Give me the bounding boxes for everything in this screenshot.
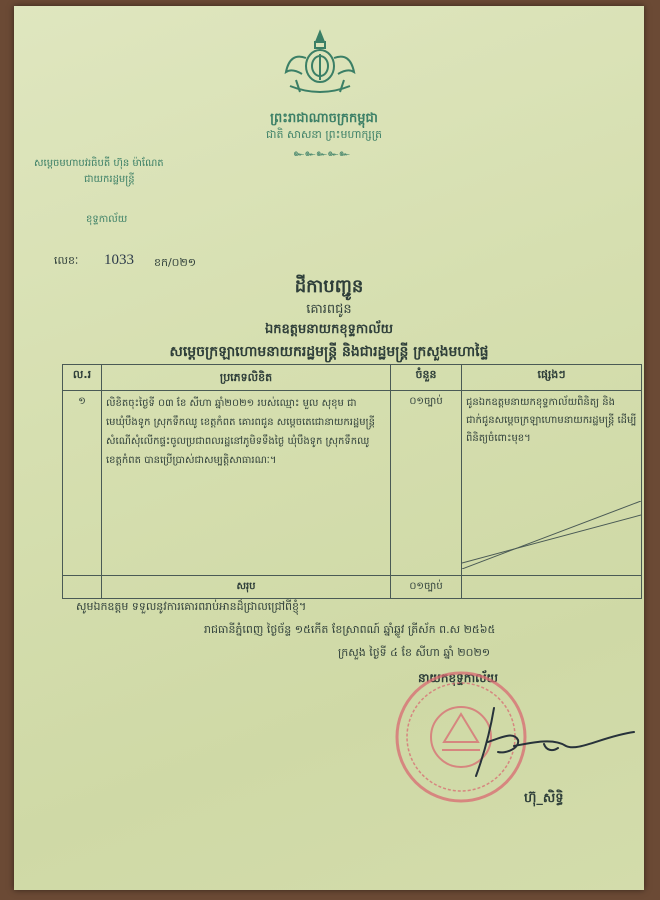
col-header-type: ប្រភេទលិខិត <box>102 365 391 391</box>
date-lunar: រាជធានីភ្នំពេញ ថ្ងៃច័ន្ទ ១៥កើត ខែស្រាពណ៍ ឆ្នាំឆ្លូវ ត្រីស័ក ព.ស ២៥៦៥ <box>204 623 496 636</box>
total-empty-cell <box>63 576 102 599</box>
addressee-line-1: ឯកឧត្តមនាយកខុទ្ទកាល័យ <box>265 322 393 337</box>
table-header-row <box>63 365 642 391</box>
date-solar: ក្រសួង ថ្ងៃទី ៤ ខែ សីហា ឆ្នាំ ២០២១ <box>338 646 491 659</box>
document-page <box>14 6 644 890</box>
row-description: លិខិតចុះថ្ងៃទី ០៣ ខែ សីហា ឆ្នាំ២០២១ របស់ឈ្មោះ មួល សុខុម ជាមេឃុំបឹងទូក ស្រុកទឹកឈូ ខេត្តកំពត គោរពជូន សម្តេចតេជោនាយករដ្ឋមន្ត្រី សំណើសុំលើកផ្ទះចូលប្រជាពលរដ្ឋនៅភូមិទទឹងថ្ងៃ ឃុំបឹងទូក ស្រុកទឹកឈូ ខេត្តកំពត បានប្រើប្រាស់ជាសម្បត្តិសាធារណៈ។ <box>102 391 391 576</box>
addressee-intro: គោរពជូន <box>306 302 352 317</box>
sender-department: ខុទ្ទកាល័យ <box>86 214 128 225</box>
row-notes-cell <box>462 391 642 576</box>
signature-title: នាយកខុទ្ទកាល័យ <box>418 671 498 685</box>
dispatch-table <box>62 364 642 599</box>
sender-line-2: ជាយករដ្ឋមន្ត្រី <box>84 174 135 185</box>
kingdom-title: ព្រះរាជាណាចក្រកម្ពុជា <box>270 111 378 126</box>
row-quantity: ០១ច្បាប់ <box>391 391 462 576</box>
col-header-no: ល.រ <box>63 365 102 391</box>
col-header-notes: ផ្សេងៗ <box>462 365 642 391</box>
cancel-diagonal-lines <box>462 501 641 569</box>
header-ornament: ๛๛๛๛๛ <box>293 149 351 159</box>
document-title: ដីកាបញ្ជូន <box>294 276 364 297</box>
total-notes-cell <box>462 576 642 599</box>
reference-number: 1033 <box>104 252 134 268</box>
royal-emblem-icon <box>280 28 360 100</box>
sender-line-1: សម្តេចមហាបវរធិបតី ហ៊ុន ម៉ាណែត <box>34 158 164 169</box>
col-header-quantity: ចំនួន <box>391 365 462 391</box>
reference-label: លេខៈ <box>54 254 79 267</box>
row-notes: ជូនឯកឧត្តមនាយកខុទ្ទកាល័យពិនិត្យ និងជាក់ជូនសម្តេចក្រឡាហោមនាយករដ្ឋមន្ត្រី ដើម្បីពិនិត្យចំពោះមុខ។ <box>466 397 637 444</box>
table-row <box>63 391 642 576</box>
table-total-row <box>63 576 642 599</box>
handwritten-signature-icon <box>454 702 644 782</box>
reference-suffix: ខក/០២១ <box>154 256 197 269</box>
addressee-line-2: សម្តេចក្រឡាហោមនាយករដ្ឋមន្ត្រី និងជារដ្ឋមន្ត្រី ក្រសួងមហាផ្ទៃ <box>169 344 489 360</box>
row-number: ១ <box>63 391 102 576</box>
signer-name: ហ៊ុ_សិទ្ធិ <box>524 791 564 806</box>
closing-sentence: សូមឯកឧត្តម ទទួលនូវការគោរពរាប់អានដ៏ជ្រាលជ្រៅពីខ្ញុំ។ <box>76 600 307 613</box>
national-motto: ជាតិ សាសនា ព្រះមហាក្សត្រ <box>266 128 382 141</box>
total-label: សរុប <box>102 576 391 599</box>
total-quantity: ០១ច្បាប់ <box>391 576 462 599</box>
